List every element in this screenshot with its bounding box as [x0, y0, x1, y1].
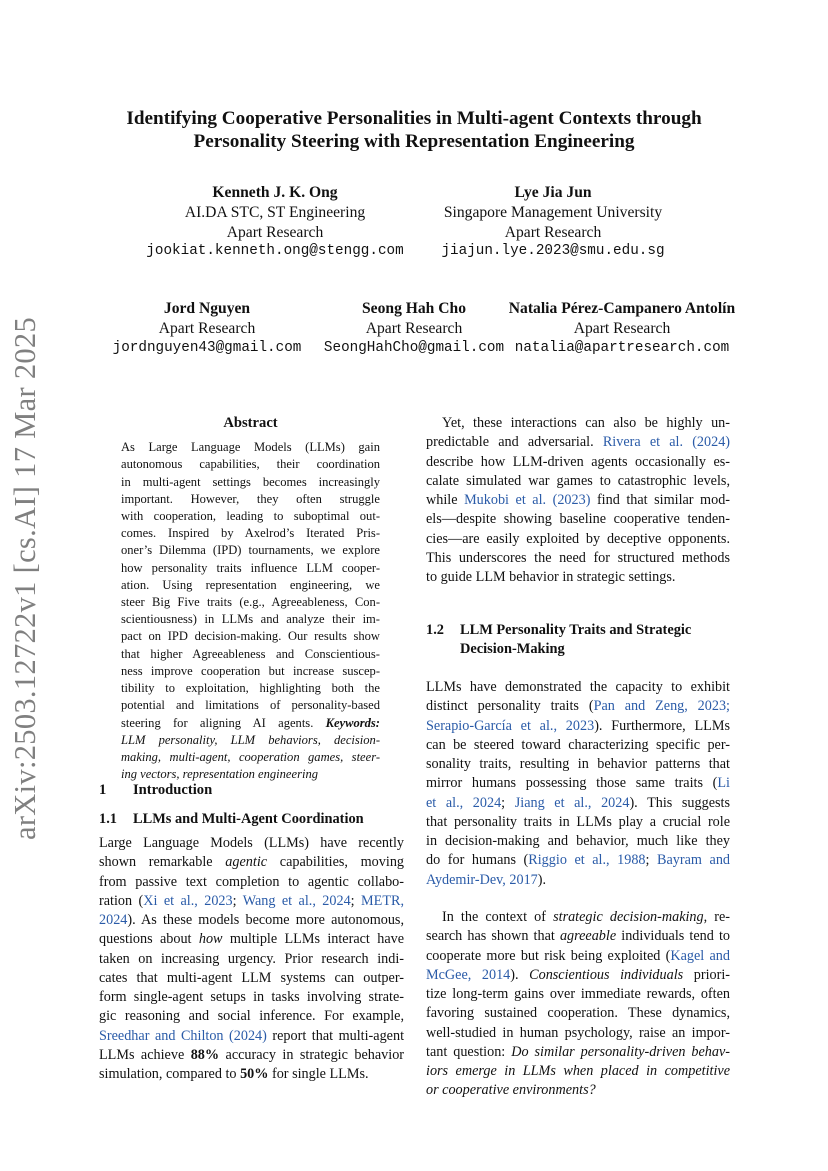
keywords-label: Keywords: — [325, 715, 380, 730]
abstract-line: tibility to exploitation, highlighting both the — [121, 681, 380, 696]
intro-paragraph — [99, 834, 404, 1084]
abstract-line — [121, 715, 380, 732]
author-name: Kenneth J. K. Ong — [212, 184, 338, 201]
abstract-line: potential and limitations of personality-based — [121, 698, 380, 713]
body-line: that personality traits in LLMs play a crucial role — [426, 813, 730, 830]
paper-title — [70, 108, 758, 153]
citation-link[interactable]: Bayram and — [657, 852, 731, 869]
body-line: distinct personality traits (Pan and Zeng, 2023; — [426, 698, 730, 715]
body-line: shown remarkable agentic capabilities, moving — [99, 854, 405, 871]
subsection-title: LLM Personality Traits and Strategic — [460, 622, 692, 638]
right-paragraph-3 — [426, 908, 730, 1101]
citation-link[interactable]: Xi et al., 2023 — [143, 892, 233, 909]
body-line: LLMs have demonstrated the capacity to exhibit — [426, 679, 730, 695]
abstract-line: steer Big Five traits (e.g., Agreeableness, Con- — [121, 595, 380, 610]
subsection-title: LLMs and Multi-Agent Coordination — [133, 811, 364, 827]
body-line: els—despite showing baseline cooperative tenden- — [426, 511, 730, 528]
citation-link[interactable]: Li — [717, 775, 730, 792]
body-line: in decision-making and behavior, much like they — [426, 833, 730, 849]
abstract-line: pact on IPD decision-making. Our results show — [121, 629, 380, 644]
author-name: Jord Nguyen — [163, 300, 251, 317]
body-line: LLMs achieve 88% accuracy in strategic behavior — [99, 1046, 405, 1063]
author-email[interactable]: natalia@apartresearch.com — [514, 339, 730, 356]
subsection-number: 1.2 — [426, 622, 444, 638]
citation-link[interactable]: Riggio et al., 1988 — [528, 852, 646, 869]
citation-link[interactable]: Sreedhar and Chilton (2024) — [99, 1027, 267, 1044]
author-affiliation: Apart Research — [504, 223, 602, 241]
subsection-title: Decision-Making — [460, 641, 565, 657]
author-affiliation: Apart Research — [365, 319, 463, 337]
author-email[interactable]: SeongHahCho@gmail.com — [323, 339, 505, 356]
abstract-line: how personality traits influence LLM cooper- — [121, 560, 380, 575]
author-name: Natalia Pérez-Campanero Antolín — [508, 300, 736, 317]
section-heading — [99, 782, 212, 799]
body-line: McGee, 2014). Conscientious individuals priori- — [426, 966, 731, 983]
author-block — [403, 183, 703, 262]
citation-link[interactable]: Kagel and — [670, 947, 730, 964]
keywords-line: making, multi-agent, cooperation games, steer- — [121, 749, 380, 764]
author-affiliation: AI.DA STC, ST Engineering — [184, 203, 366, 221]
body-line: Serapio-García et al., 2023). Furthermore, LLMs — [426, 717, 730, 734]
citation-link[interactable]: 2024 — [99, 912, 128, 928]
subsection-number: 1.1 — [99, 811, 117, 827]
body-line: taken on increasing urgency. Prior research indi- — [99, 950, 404, 967]
body-line: Yet, these interactions can also be highly un- — [442, 415, 730, 431]
body-line: cooperate more but risk being exploited (Kagel and — [426, 947, 730, 964]
abstract-text: steering for aligning AI agents. — [121, 715, 314, 730]
right-paragraph-2 — [426, 678, 730, 890]
body-line: form single-agent setups in tasks involving strate- — [99, 989, 404, 1005]
body-line: Sreedhar and Chilton (2024) report that multi-agent — [99, 1027, 405, 1044]
abstract-line: scientiousness) in LLMs and analyze their im- — [121, 612, 380, 627]
author-name: Seong Hah Cho — [362, 300, 466, 317]
citation-link[interactable]: Jiang et al., 2024 — [514, 794, 630, 811]
body-line: do for humans (Riggio et al., 1988; Bayram and — [426, 852, 731, 869]
citation-link[interactable]: Aydemir-Dev, 2017 — [426, 871, 538, 888]
right-paragraph-1 — [426, 414, 730, 587]
body-line: while Mukobi et al. (2023) find that similar mod- — [426, 492, 731, 508]
body-line: iors emerge in LLMs when placed in competitive — [426, 1063, 730, 1079]
author-affiliation: Apart Research — [158, 319, 256, 337]
subsection-heading — [426, 621, 691, 659]
body-line: mirror humans possessing those same traits (Li — [426, 775, 730, 792]
arxiv-stamp: arXiv:2503.12722v1 [cs.AI] 17 Mar 2025 — [8, 316, 42, 840]
author-email[interactable]: jiajun.lye.2023@smu.edu.sg — [441, 243, 665, 260]
citation-link[interactable]: METR, — [361, 892, 404, 909]
body-line: sonality traits, resulting in behavior patterns that — [426, 756, 730, 772]
body-line: 2024). As these models become more autonomous, — [99, 912, 404, 928]
author-block — [92, 299, 322, 358]
body-line: from passive text completion to agentic collabo- — [99, 873, 404, 890]
body-line: In the context of strategic decision-making, re- — [442, 909, 731, 925]
author-name: Lye Jia Jun — [514, 184, 592, 201]
body-line: Large Language Models (LLMs) have recently — [99, 835, 404, 851]
citation-link[interactable]: Wang et al., 2024 — [242, 892, 351, 909]
body-line: can be steered toward characterizing specific per- — [426, 736, 730, 753]
title-line: Identifying Cooperative Personalities in Multi-agent Contexts through — [126, 108, 702, 129]
subsection-heading — [99, 810, 364, 829]
author-email[interactable]: jordnguyen43@gmail.com — [112, 339, 302, 356]
citation-link[interactable]: Pan and Zeng, 2023; — [593, 698, 730, 715]
author-affiliation: Apart Research — [226, 223, 324, 241]
citation-link[interactable]: Serapio-García et al., 2023 — [426, 717, 595, 734]
body-line: tize long-term gains over immediate rewards, often — [426, 986, 730, 1002]
abstract-line: important. However, they often struggle — [121, 491, 380, 506]
body-line: Aydemir-Dev, 2017). — [426, 871, 547, 888]
body-line: calate simulated war games to catastrophic levels, — [426, 472, 730, 489]
body-line: cates that multi-agent LLM systems can outper- — [99, 969, 404, 986]
abstract — [121, 414, 380, 783]
section-title: Introduction — [133, 782, 213, 798]
abstract-line: comes. Inspired by Axelrod’s Iterated Pris- — [121, 526, 380, 541]
body-line: et al., 2024; Jiang et al., 2024). This suggests — [426, 794, 730, 811]
body-line: describe how LLM-driven agents occasionally es- — [426, 453, 730, 470]
citation-link[interactable]: McGee, 2014 — [426, 966, 511, 983]
body-line: favoring sustained cooperation. These dynamics, — [426, 1005, 730, 1022]
citation-link[interactable]: Mukobi et al. (2023) — [464, 492, 591, 508]
keywords-line: ing vectors, representation engineering — [121, 767, 318, 782]
body-line: well-studied in human psychology, raise an impor- — [426, 1024, 730, 1041]
body-line: predictable and adversarial. Rivera et al. (2024) — [426, 434, 731, 451]
abstract-line: ness improve cooperation but increase suscep- — [121, 663, 380, 678]
citation-link[interactable]: Rivera et al. (2024) — [602, 434, 731, 451]
author-affiliation: Apart Research — [573, 319, 671, 337]
body-line: tant question: Do similar personality-driven behav- — [426, 1043, 731, 1060]
body-line: This underscores the need for structured methods — [426, 549, 730, 566]
author-block — [125, 183, 425, 262]
author-email[interactable]: jookiat.kenneth.ong@stengg.com — [146, 243, 404, 260]
body-line: questions about how multiple LLMs interact have — [99, 931, 405, 948]
keywords-line: LLM personality, LLM behaviors, decision- — [121, 732, 380, 747]
body-line: ration (Xi et al., 2023; Wang et al., 2024; METR, — [99, 892, 404, 909]
author-block — [499, 299, 745, 358]
section-number: 1 — [99, 782, 107, 798]
body-line: simulation, compared to 50% for single LLMs. — [99, 1066, 369, 1082]
body-line: or cooperative environments? — [426, 1082, 596, 1099]
abstract-line: in multi-agent settings becomes increasingly — [121, 474, 380, 489]
abstract-line: that higher Agreeableness and Conscientious- — [121, 646, 380, 661]
abstract-line: As Large Language Models (LLMs) gain — [121, 440, 380, 455]
author-block — [300, 299, 528, 358]
citation-link[interactable]: et al., 2024 — [426, 794, 502, 811]
author-affiliation: Singapore Management University — [443, 203, 663, 221]
body-line: search has shown that agreeable individuals tend to — [426, 928, 731, 945]
title-line: Personality Steering with Representation Engineering — [193, 130, 635, 152]
abstract-line: oner’s Dilemma (IPD) tournaments, we explore — [121, 543, 380, 558]
abstract-line: autonomous capabilities, their coordination — [121, 457, 380, 472]
body-line: to guide LLM behavior in strategic settings. — [426, 569, 676, 585]
abstract-heading: Abstract — [223, 415, 278, 431]
body-line: gic reasoning and social inference. For example, — [99, 1008, 404, 1025]
abstract-line: ation. Using representation engineering, we — [121, 577, 380, 592]
body-line: cies—are easily exploited by deceptive opponents. — [426, 530, 730, 547]
abstract-line: with cooperation, leading to suboptimal out- — [121, 509, 380, 524]
